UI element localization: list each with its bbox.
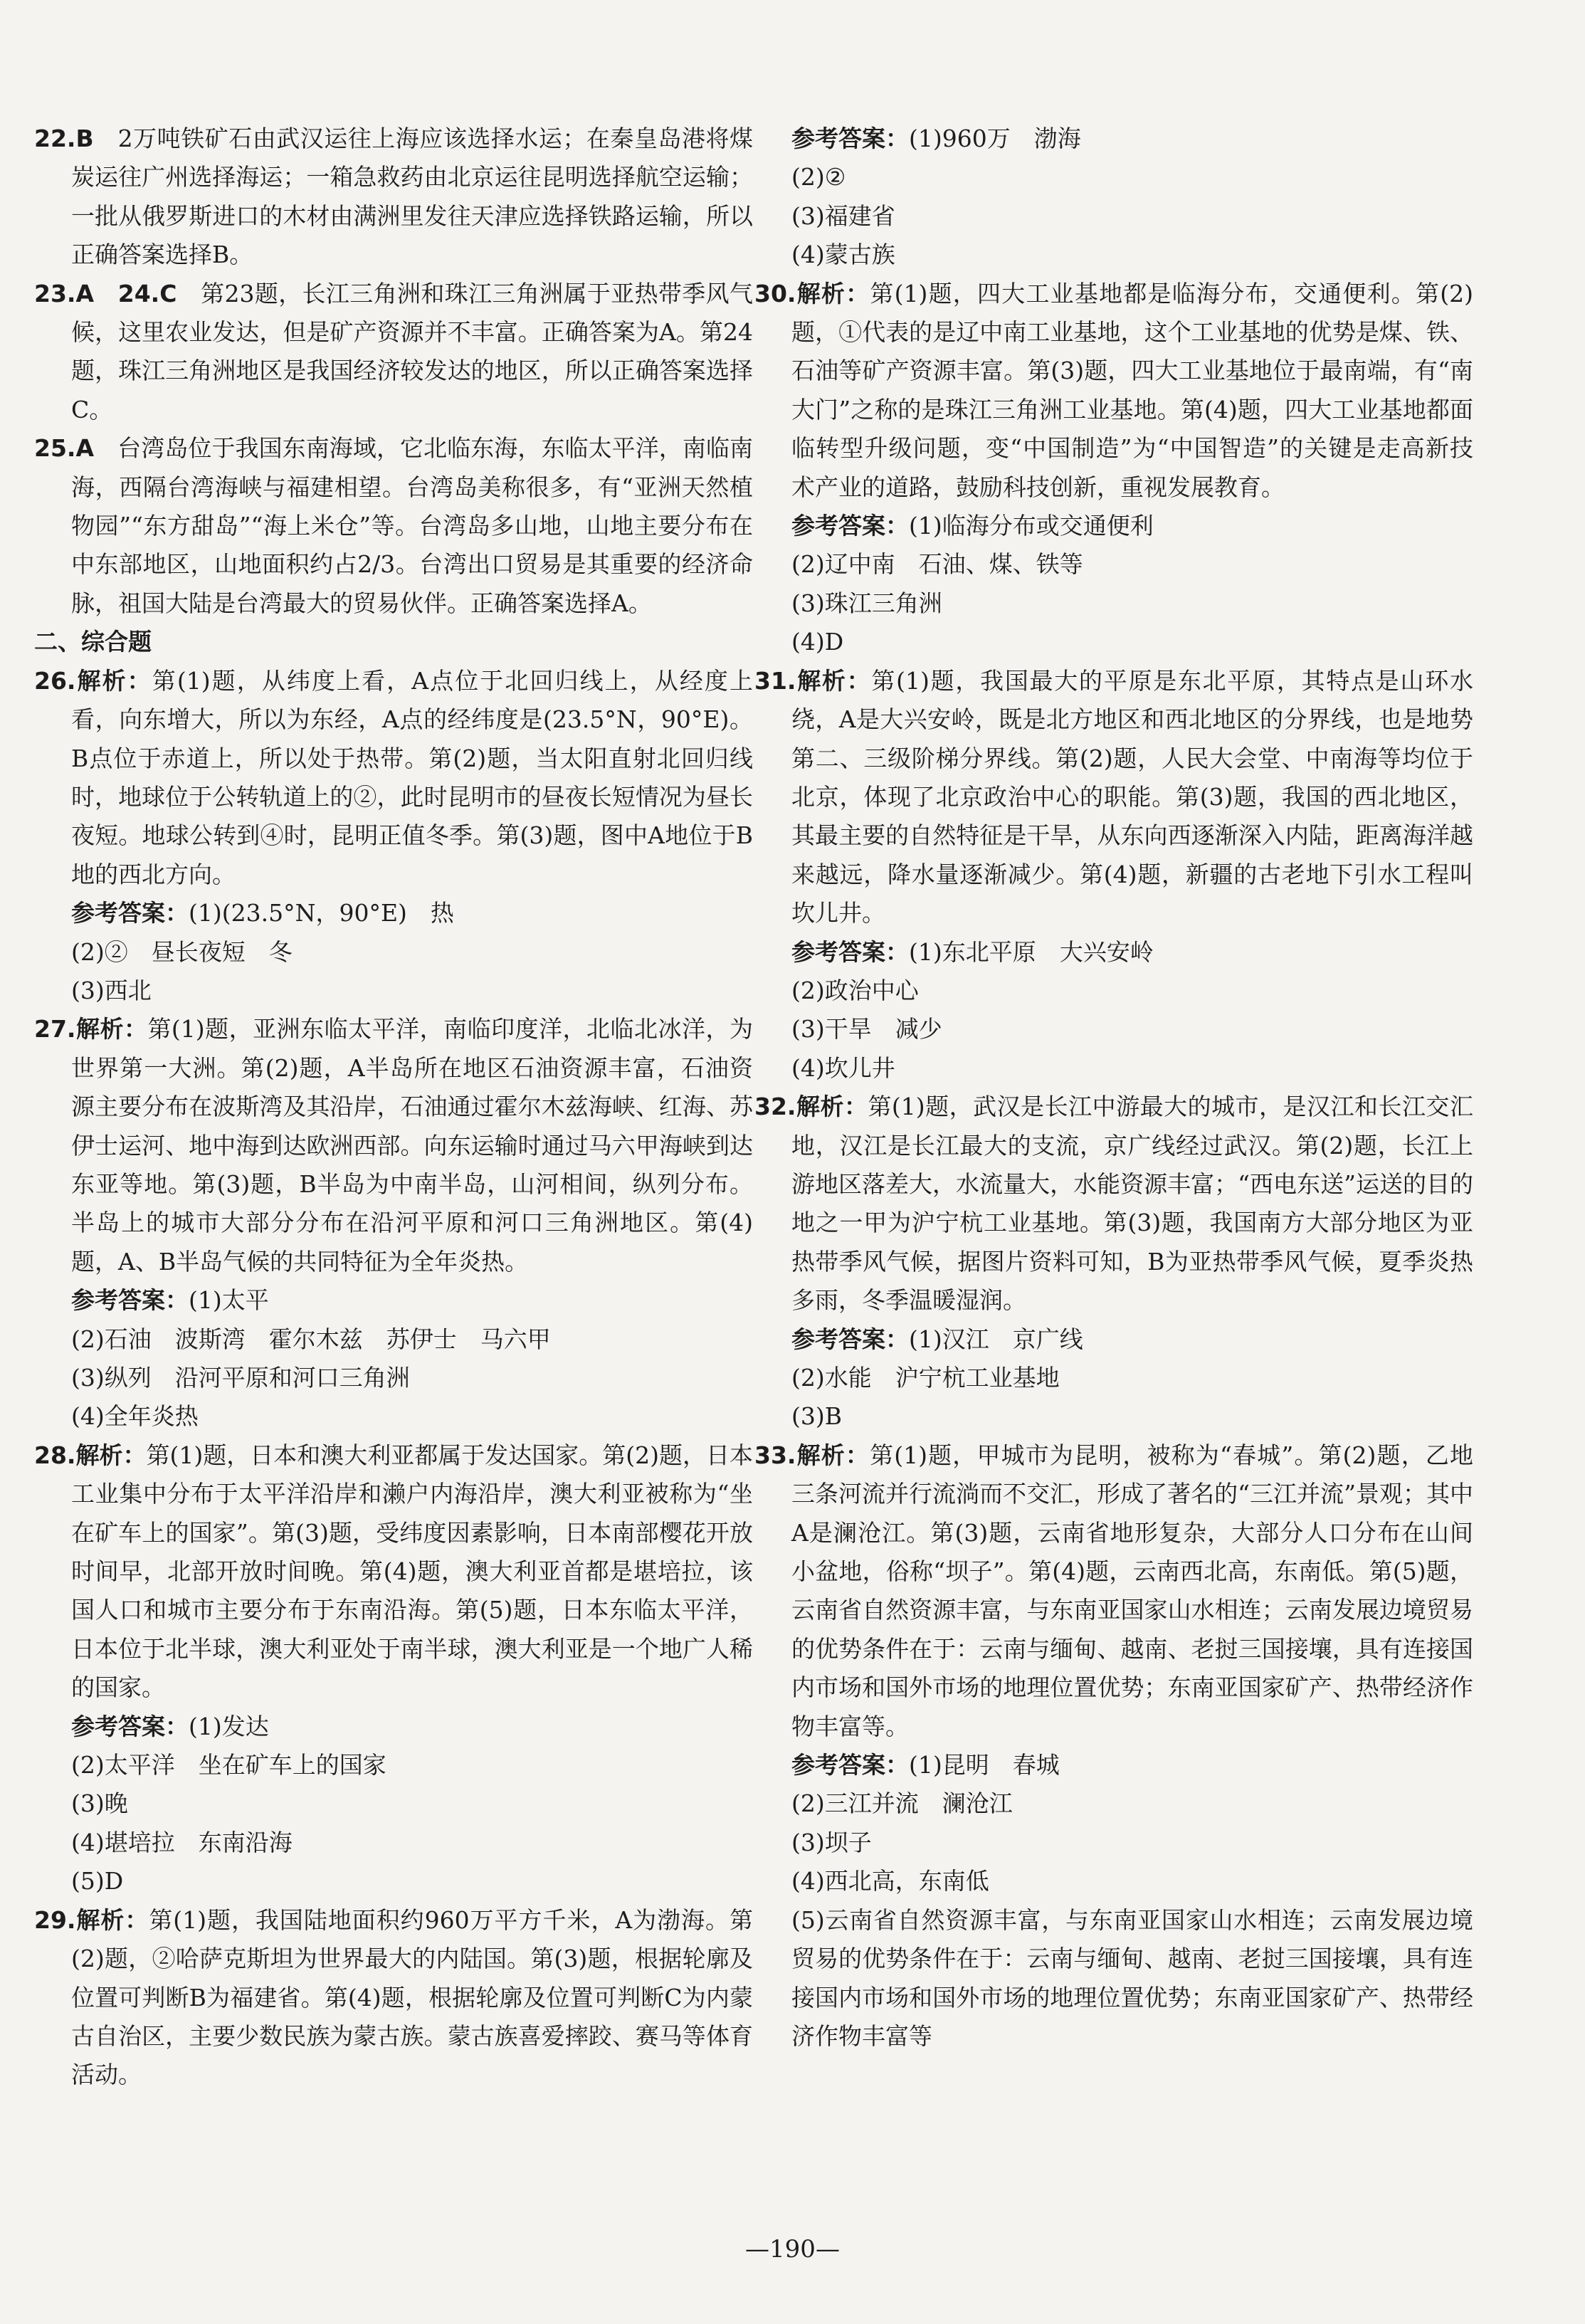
answer-item: (2)石油 波斯湾 霍尔木兹 苏伊士 马六甲 [71, 1325, 551, 1353]
answer-item: (1)东北平原 大兴安岭 [909, 937, 1154, 966]
answer-item: (2)② [791, 163, 846, 191]
reference-answers-31 [754, 933, 1473, 1088]
answer-item: (3)珠江三角洲 [791, 589, 942, 617]
answer-item: (3)坝子 [791, 1828, 872, 1856]
answer-letter: A [75, 279, 95, 307]
question-number: 23. [34, 279, 76, 307]
question-number: 28. [34, 1441, 76, 1469]
question-number: 29. [34, 1905, 76, 1934]
reference-answers-27 [34, 1281, 753, 1436]
reference-answers-30 [754, 507, 1473, 662]
answer-item: (1)960万 渤海 [909, 125, 1081, 152]
answer-item: (1)汉江 京广线 [909, 1325, 1083, 1353]
reference-answers-33 [754, 1746, 1473, 2056]
question-number: 27. [34, 1015, 76, 1043]
answer-label: 参考答案： [791, 512, 909, 540]
answer-item: (2)② 昼长夜短 冬 [71, 937, 293, 966]
question-number: 33. [754, 1441, 796, 1469]
reference-answers-26 [34, 894, 753, 1010]
analysis-label: 解析： [796, 279, 870, 307]
answer-label: 参考答案： [791, 1325, 909, 1353]
question-number: 30. [754, 279, 796, 307]
answer-letter: C [159, 279, 177, 307]
explanation-text: 台湾岛位于我国东南海域，它北临东海，东临太平洋，南临南海，西隔台湾海峡与福建相望。台湾岛美称很多，有“亚洲天然植物园”“东方甜岛”“海上米仓”等。台湾岛多山地，山地主要分布在中东部地区，山地面积约占2/3。台湾出口贸易是其重要的经济命脉，祖国大陆是台湾最大的贸易伙伴。正确答案选择A。 [71, 434, 754, 617]
answer-item: (3)纵列 沿河平原和河口三角洲 [71, 1364, 410, 1392]
analysis-label: 解析： [75, 666, 152, 695]
answer-item: (4)全年炎热 [71, 1402, 199, 1431]
answer-item: (2)太平洋 坐在矿车上的国家 [71, 1751, 386, 1779]
left-column [34, 120, 753, 2095]
answer-item: (1)(23.5°N，90°E) 热 [189, 899, 454, 927]
explanation-text: 第(1)题，从纬度上看，A点位于北回归线上，从经度上看，向东增大，所以为东经，A点的经纬度是(23.5°N，90°E)。B点位于赤道上，所以处于热带。第(2)题，当太阳直射北回归线时，地球位于公转轨道上的②，此时昆明市的昼夜长短情况为昼长夜短。地球公转到④时，昆明正值冬季。第(3)题，图中A地位于B地的西北方向。 [71, 666, 754, 888]
analysis-label: 解析： [75, 1441, 147, 1469]
answer-item: (4)蒙古族 [791, 241, 895, 269]
explanation-text: 第(1)题，武汉是长江中游最大的城市，是汉江和长江交汇地，汉江是长江最大的支流，京广线经过武汉。第(2)题，长江上游地区落差大，水流量大，水能资源丰富；“西电东送”运送的目的地之一甲为沪宁杭工业基地。第(3)题，我国南方大部分地区为亚热带季风气候，据图片资料可知，B为亚热带季风气候，夏季炎热多雨，冬季温暖湿润。 [791, 1093, 1473, 1315]
question-25 [34, 429, 753, 623]
page-number: —190— [745, 2235, 840, 2263]
answer-item: (5)云南省自然资源丰富，与东南亚国家山水相连；云南发展边境贸易的优势条件在于：云南与缅甸、越南、老挝三国接壤，具有连接国内市场和国外市场的地理位置优势；东南亚国家矿产、热带经济作物丰富等 [791, 1905, 1473, 2050]
question-number: 31. [754, 666, 796, 695]
analysis-label: 解析： [75, 1015, 148, 1043]
answer-item: (3)干旱 减少 [791, 1015, 942, 1043]
question-33 [754, 1436, 1473, 1746]
question-number: 22. [34, 125, 76, 152]
question-29 [34, 1901, 753, 2095]
explanation-text: 2万吨铁矿石由武汉运往上海应该选择水运；在秦皇岛港将煤炭运往广州选择海运；一箱急救药由北京运往昆明选择航空运输；一批从俄罗斯进口的木材由满洲里发往天津应选择铁路运输，所以正确答案选择B。 [71, 125, 754, 269]
analysis-label: 解析： [796, 1093, 868, 1121]
answer-letter: A [75, 434, 95, 463]
question-number: 25. [34, 434, 76, 463]
answer-item: (4)堪培拉 东南沿海 [71, 1828, 293, 1856]
question-30 [754, 275, 1473, 507]
answer-label: 参考答案： [791, 1751, 909, 1779]
answer-item: (2)水能 沪宁杭工业基地 [791, 1364, 1060, 1392]
answer-item: (1)发达 [189, 1712, 269, 1740]
reference-answers-28 [34, 1708, 753, 1901]
question-number: 26. [34, 666, 76, 695]
answer-item: (4)D [791, 628, 844, 656]
question-31 [754, 662, 1473, 933]
explanation-text: 第23题，长江三角洲和珠江三角洲属于亚热带季风气候，这里农业发达，但是矿产资源并不丰富。正确答案为A。第24题，珠江三角洲地区是我国经济较发达的地区，所以正确答案选择C。 [71, 279, 753, 424]
reference-answers-29 [754, 120, 1473, 275]
answer-item: (3)B [791, 1402, 842, 1431]
answer-label: 参考答案： [791, 937, 909, 966]
explanation-text: 第(1)题，四大工业基地都是临海分布，交通便利。第(2)题，①代表的是辽中南工业基地，这个工业基地的优势是煤、铁、石油等矿产资源丰富。第(3)题，四大工业基地位于最南端，有“南大门”之称的是珠江三角洲工业基地。第(4)题，四大工业基地都面临转型升级问题，变“中国制造”为“中国智造”的关键是走高新技术产业的道路，鼓励科技创新，重视发展教育。 [791, 279, 1474, 501]
explanation-text: 第(1)题，亚洲东临太平洋，南临印度洋，北临北冰洋，为世界第一大洲。第(2)题，A半岛所在地区石油资源丰富，石油资源主要分布在波斯湾及其沿岸，石油通过霍尔木兹海峡、红海、苏伊士运河、地中海到达欧洲西部。向东运输时通过马六甲海峡到达东亚等地。第(3)题，B半岛为中南半岛，山河相间，纵列分布。半岛上的城市大部分分布在沿河平原和河口三角洲地区。第(4)题，A、B半岛气候的共同特征为全年炎热。 [71, 1015, 753, 1276]
question-number: 32. [754, 1093, 796, 1121]
question-27 [34, 1010, 753, 1281]
section-heading: 二、综合题 [34, 628, 152, 656]
question-28 [34, 1436, 753, 1708]
answer-label: 参考答案： [791, 125, 909, 152]
answer-item: (4)西北高，东南低 [791, 1867, 989, 1896]
answer-item: (3)晚 [71, 1789, 128, 1818]
answer-item: (1)昆明 春城 [909, 1751, 1060, 1779]
answer-label: 参考答案： [71, 899, 189, 927]
explanation-text: 第(1)题，我国陆地面积约960万平方千米，A为渤海。第(2)题，②哈萨克斯坦为世界最大的内陆国。第(3)题，根据轮廓及位置可判断B为福建省。第(4)题，根据轮廓及位置可判断C为内蒙古自治区，主要少数民族为蒙古族。蒙古族喜爱摔跤、赛马等体育活动。 [71, 1905, 753, 2089]
answer-item: (2)辽中南 石油、煤、铁等 [791, 550, 1083, 579]
question-number: 24. [117, 279, 160, 307]
answer-item: (2)三江并流 澜沧江 [791, 1789, 1013, 1818]
answer-item: (4)坎儿井 [791, 1053, 895, 1082]
answer-label: 参考答案： [71, 1286, 189, 1315]
answer-item: (2)政治中心 [791, 976, 919, 1004]
right-column [754, 120, 1473, 2056]
question-22 [34, 120, 753, 275]
answer-letter: B [75, 125, 94, 152]
answer-label: 参考答案： [71, 1712, 189, 1740]
explanation-text: 第(1)题，我国最大的平原是东北平原，其特点是山环水绕，A是大兴安岭，既是北方地区和西北地区的分界线，也是地势第二、三级阶梯分界线。第(2)题，人民大会堂、中南海等均位于北京，体现了北京政治中心的职能。第(3)题，我国的西北地区，其最主要的自然特征是干旱，从东向西逐渐深入内陆，距离海洋越来越远，降水量逐渐减少。第(4)题，新疆的古老地下引水工程叫坎儿井。 [791, 666, 1474, 927]
question-32 [754, 1088, 1473, 1320]
answer-item: (5)D [71, 1867, 124, 1896]
answer-item: (1)临海分布或交通便利 [909, 512, 1154, 540]
explanation-text: 第(1)题，日本和澳大利亚都属于发达国家。第(2)题，日本工业集中分布于太平洋沿岸和濑户内海沿岸，澳大利亚被称为“坐在矿车上的国家”。第(3)题，受纬度因素影响，日本南部樱花开放时间早，北部开放时间晚。第(4)题，澳大利亚首都是堪培拉，该国人口和城市主要分布于东南沿海。第(5)题，日本东临太平洋，日本位于北半球，澳大利亚处于南半球，澳大利亚是一个地广人稀的国家。 [71, 1441, 754, 1702]
answer-item: (3)福建省 [791, 201, 895, 230]
answer-item: (1)太平 [189, 1286, 269, 1315]
reference-answers-32 [754, 1320, 1473, 1436]
question-23-24 [34, 275, 753, 430]
analysis-label: 解析： [796, 1441, 870, 1469]
question-26 [34, 662, 753, 894]
analysis-label: 解析： [75, 1905, 149, 1934]
answer-item: (3)西北 [71, 976, 152, 1004]
explanation-text: 第(1)题，甲城市为昆明，被称为“春城”。第(2)题，乙地三条河流并行流淌而不交汇，形成了著名的“三江并流”景观；其中A是澜沧江。第(3)题，云南省地形复杂，大部分人口分布在山间小盆地，俗称“坝子”。第(4)题，云南西北高，东南低。第(5)题，云南省自然资源丰富，与东南亚国家山水相连；云南发展边境贸易的优势条件在于：云南与缅甸、越南、老挝三国接壤，具有连接国内市场和国外市场的地理位置优势；东南亚国家矿产、热带经济作物丰富等。 [791, 1441, 1474, 1740]
analysis-label: 解析： [796, 666, 872, 695]
